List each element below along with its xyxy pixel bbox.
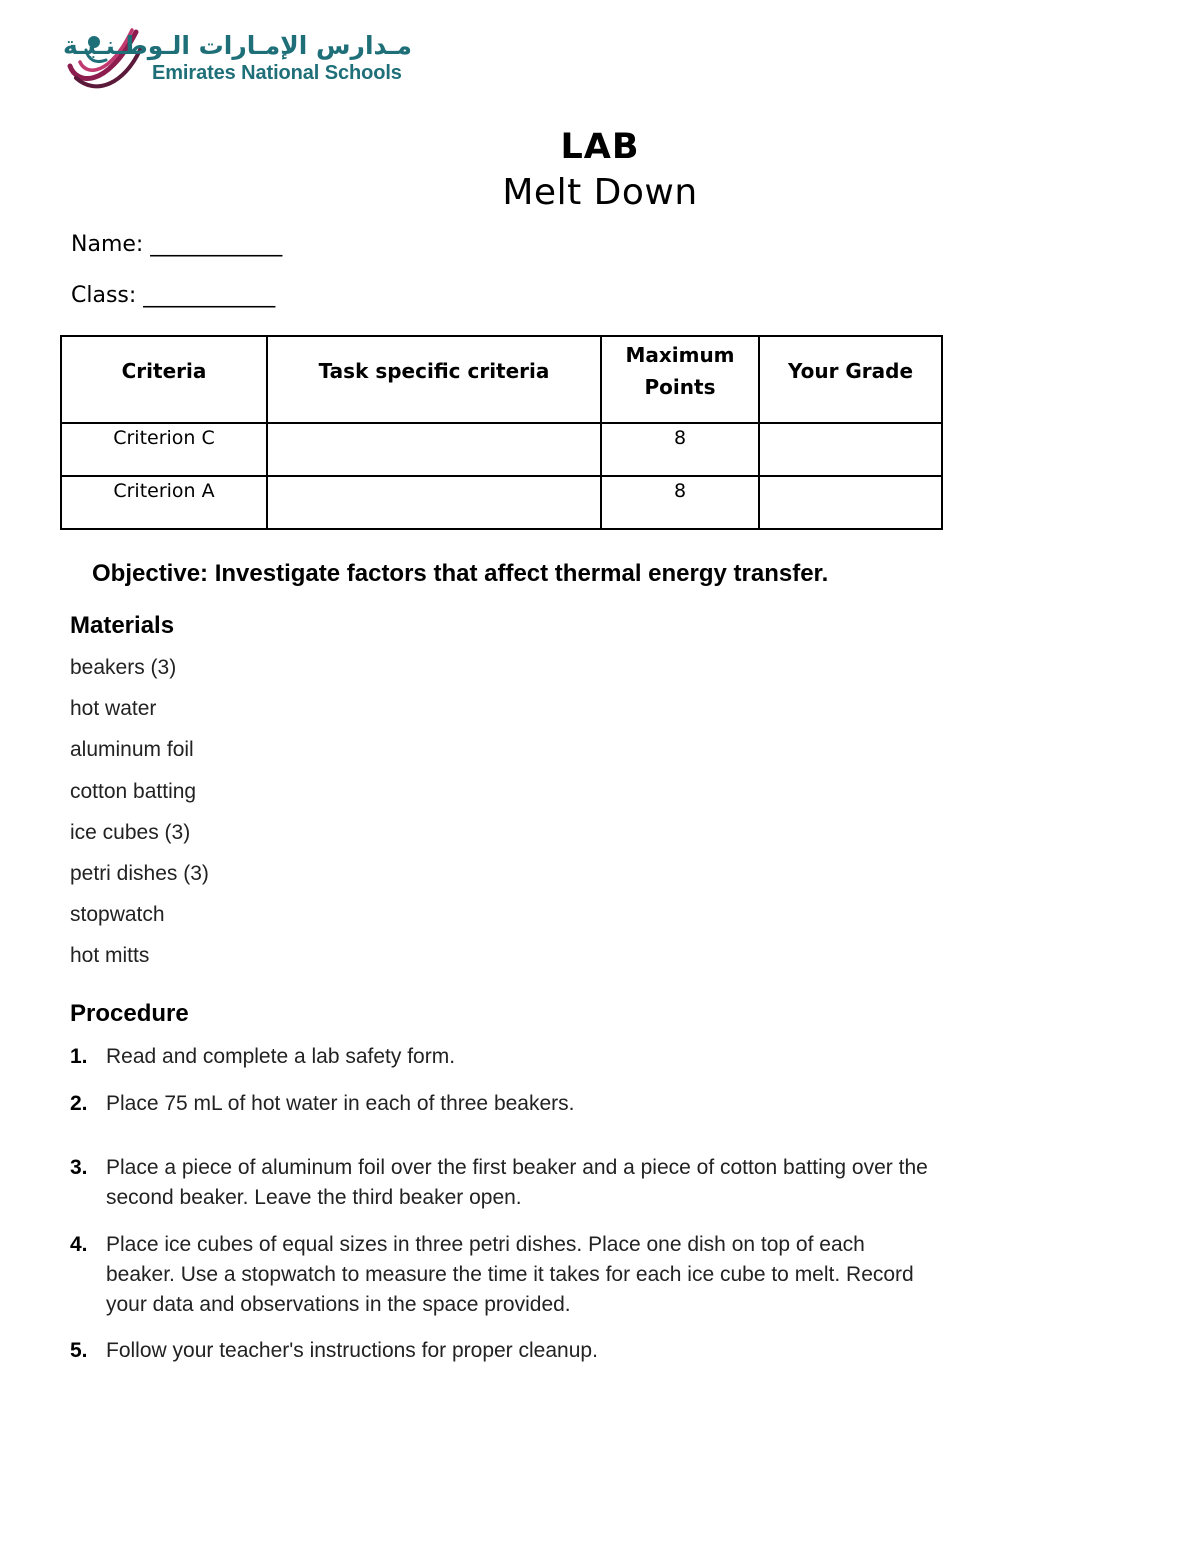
grade-cell[interactable] <box>759 476 942 529</box>
procedure-step <box>70 1230 930 1320</box>
step-number: 3. <box>70 1156 88 1179</box>
step-text: Read and complete a lab safety form. <box>106 1045 456 1068</box>
list-item: stopwatch <box>70 903 165 927</box>
class-field[interactable]: Class: ____________ <box>71 283 276 308</box>
step-text: Place 75 mL of hot water in each of three beakers. <box>106 1092 575 1115</box>
header-task-specific-criteria: Task specific criteria <box>267 336 601 423</box>
list-item: cotton batting <box>70 779 197 803</box>
page-subtitle: Melt Down <box>502 172 698 213</box>
table-header-row <box>61 336 942 423</box>
procedure-step <box>70 1153 930 1213</box>
step-text: Place ice cubes of equal sizes in three petri dishes. Place one dish on top of each beaker. Use a stopwatch to measure the time it takes for each ice cube to melt. Record your data and observations in the space provided. <box>106 1233 914 1316</box>
table-row <box>61 476 942 529</box>
grade-cell[interactable] <box>759 423 942 476</box>
procedure-step <box>70 1042 930 1072</box>
procedure-step <box>70 1336 930 1366</box>
materials-heading: Materials <box>70 612 175 639</box>
criteria-table <box>60 335 943 530</box>
procedure-step <box>70 1089 930 1119</box>
criteria-cell: Criterion A <box>61 476 267 529</box>
step-text: Follow your teacher's instructions for proper cleanup. <box>106 1339 598 1362</box>
step-text: Place a piece of aluminum foil over the first beaker and a piece of cotton batting over the second beaker. Leave the third beaker open. <box>106 1156 928 1209</box>
list-item: ice cubes (3) <box>70 820 191 844</box>
table-row <box>61 423 942 476</box>
list-item: beakers (3) <box>70 656 177 679</box>
task-cell[interactable] <box>267 476 601 529</box>
logo-english-text: Emirates National Schools <box>152 62 402 84</box>
materials-list <box>70 654 209 984</box>
list-item: hot mitts <box>70 944 150 968</box>
step-number: 1. <box>70 1045 88 1068</box>
list-item: aluminum foil <box>70 738 194 762</box>
header-your-grade: Your Grade <box>759 336 942 423</box>
step-number: 5. <box>70 1339 88 1362</box>
page-title: LAB <box>560 127 640 167</box>
logo-arabic-text: مـدارس الإمـارات الـوطـنـيـة <box>63 31 412 60</box>
max-points-cell: 8 <box>601 476 759 529</box>
objective-text: Objective: Investigate factors that affect thermal energy transfer. <box>92 560 829 587</box>
header-criteria: Criteria <box>61 336 267 423</box>
header-maximum-points: Maximum Points <box>601 336 759 423</box>
max-points-cell: 8 <box>601 423 759 476</box>
step-number: 4. <box>70 1233 88 1256</box>
name-field[interactable]: Name: ____________ <box>71 232 283 257</box>
list-item: hot water <box>70 697 157 721</box>
criteria-cell: Criterion C <box>61 423 267 476</box>
task-cell[interactable] <box>267 423 601 476</box>
list-item: petri dishes (3) <box>70 861 209 885</box>
step-number: 2. <box>70 1092 88 1115</box>
procedure-heading: Procedure <box>70 1000 189 1027</box>
